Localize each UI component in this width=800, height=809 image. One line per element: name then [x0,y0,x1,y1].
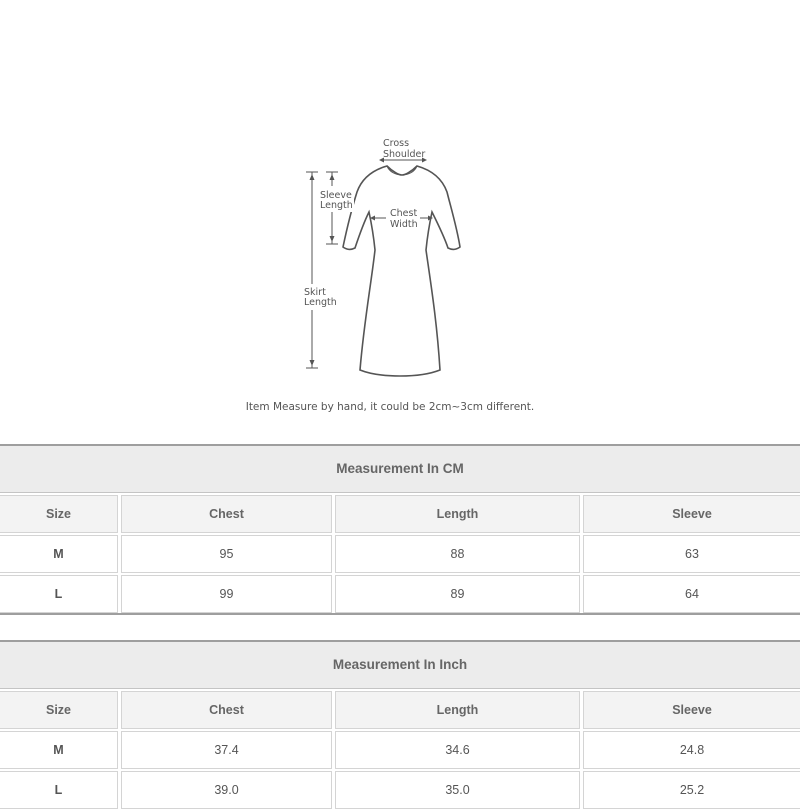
column-header-chest: Chest [121,495,332,533]
arrowhead [310,174,315,180]
table-title: Measurement In Inch [0,642,800,689]
sleeve-length-label: Sleeve [320,190,352,201]
sleeve-cell: 64 [583,575,800,613]
chest-cell: 95 [121,535,332,573]
arrowhead [310,360,315,366]
table-grid [0,493,800,613]
table-title: Measurement In CM [0,446,800,493]
chest-width-label: Width [390,219,418,230]
size-cell: L [0,771,118,809]
measurement-table-cm [0,444,800,615]
size-cell: M [0,731,118,769]
chest-cell: 37.4 [121,731,332,769]
column-header-chest: Chest [121,691,332,729]
sleeve-length-label: Length [320,200,353,211]
cross-shoulder-label: Shoulder [383,149,426,160]
length-cell: 34.6 [335,731,580,769]
table-bottom-border [0,613,800,615]
arrowhead [330,236,335,242]
measurement-table-inch [0,640,800,809]
cross-shoulder-label: Cross [383,138,410,149]
measurement-note: Item Measure by hand, it could be 2cm~3cm different. [245,401,535,413]
size-cell: M [0,535,118,573]
chest-cell: 39.0 [121,771,332,809]
skirt-length-label: Length [304,297,337,308]
sleeve-cell: 25.2 [583,771,800,809]
skirt-length-label: Skirt [304,287,326,298]
column-header-size: Size [0,495,118,533]
arrowhead [330,174,335,180]
chest-width-label: Chest [390,208,418,219]
column-header-length: Length [335,691,580,729]
length-cell: 35.0 [335,771,580,809]
dress-outline [343,166,460,376]
sleeve-cell: 63 [583,535,800,573]
column-header-sleeve: Sleeve [583,495,800,533]
column-header-size: Size [0,691,118,729]
length-cell: 88 [335,535,580,573]
column-header-sleeve: Sleeve [583,691,800,729]
table-grid [0,689,800,809]
length-cell: 89 [335,575,580,613]
sleeve-cell: 24.8 [583,731,800,769]
size-cell: L [0,575,118,613]
column-header-length: Length [335,495,580,533]
chest-cell: 99 [121,575,332,613]
